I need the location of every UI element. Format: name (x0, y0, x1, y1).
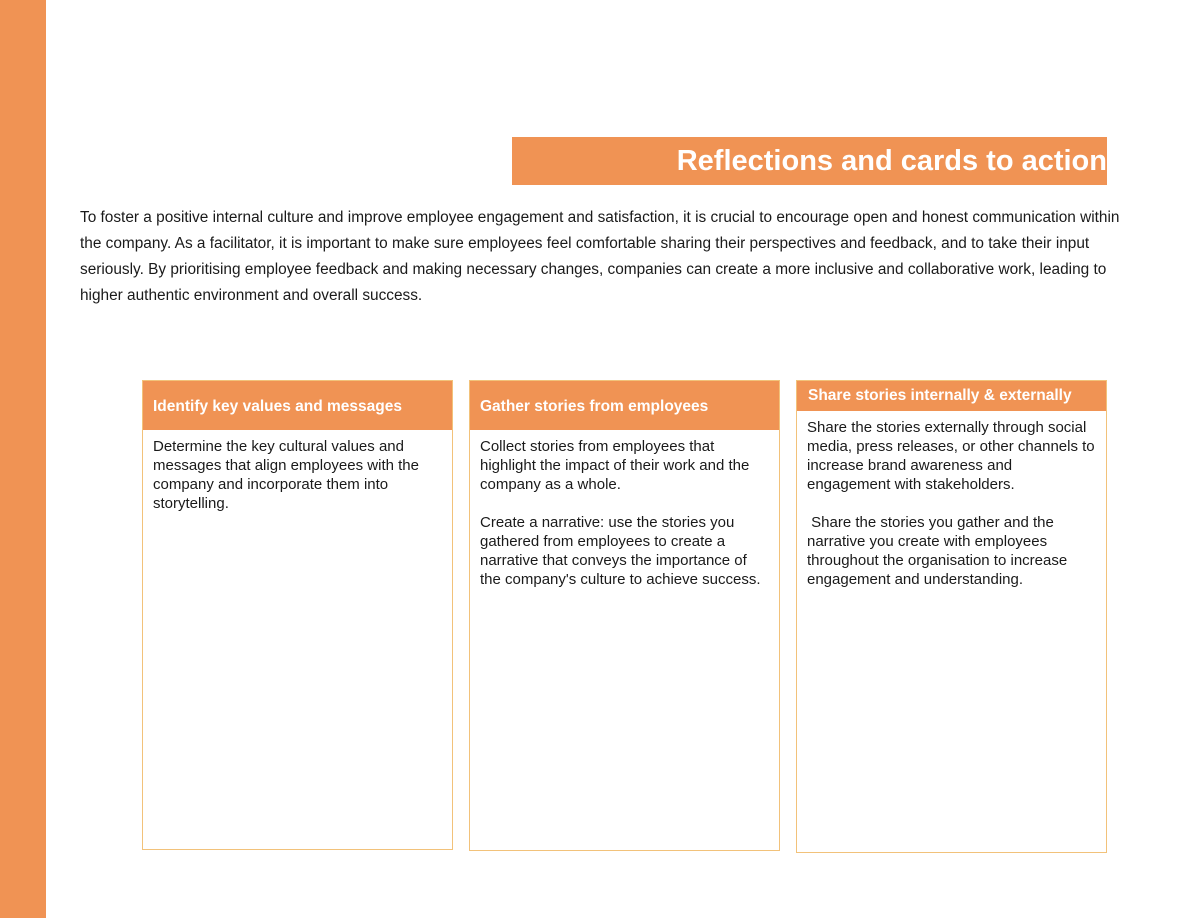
card-body (470, 430, 779, 589)
card-title: Identify key values and messages (153, 397, 402, 415)
card-title: Share stories internally & externally (808, 387, 1072, 404)
card-body (143, 430, 452, 513)
card-gather-stories (469, 380, 780, 851)
card-paragraph: Share the stories externally through social media, press releases, or other channels to increase brand awareness and engagement with stakeholders. (807, 419, 1095, 493)
card-header (470, 381, 779, 430)
card-body (797, 411, 1106, 589)
accent-side-bar (0, 0, 46, 918)
card-paragraph: Share the stories you gather and the narrative you create with employees throughout the organisation to increase engagement and understanding. (807, 514, 1072, 588)
card-header (143, 381, 452, 430)
card-title: Gather stories from employees (480, 397, 709, 415)
intro-paragraph: To foster a positive internal culture and improve employee engagement and satisfaction, it is crucial to encourage open and honest communication within the company. As a facilitator, it is important to make sure employees feel comfortable sharing their perspectives and feedback, and to take their input seriously. By prioritising employee feedback and making necessary changes, companies can create a more inclusive and collaborative work, leading to higher authentic environment and overall success. (80, 209, 1120, 304)
card-identify-values (142, 380, 453, 850)
card-paragraph: Create a narrative: use the stories you gathered from employees to create a narrative that conveys the importance of the company's culture to achieve success. (480, 514, 761, 588)
card-share-stories (796, 380, 1107, 853)
title-banner (512, 137, 1107, 185)
card-header (797, 381, 1106, 411)
page-title: Reflections and cards to action (676, 144, 1107, 177)
card-paragraph: Determine the key cultural values and messages that align employees with the company and incorporate them into storytelling. (153, 438, 419, 512)
card-paragraph: Collect stories from employees that highlight the impact of their work and the company as a whole. (480, 438, 750, 493)
